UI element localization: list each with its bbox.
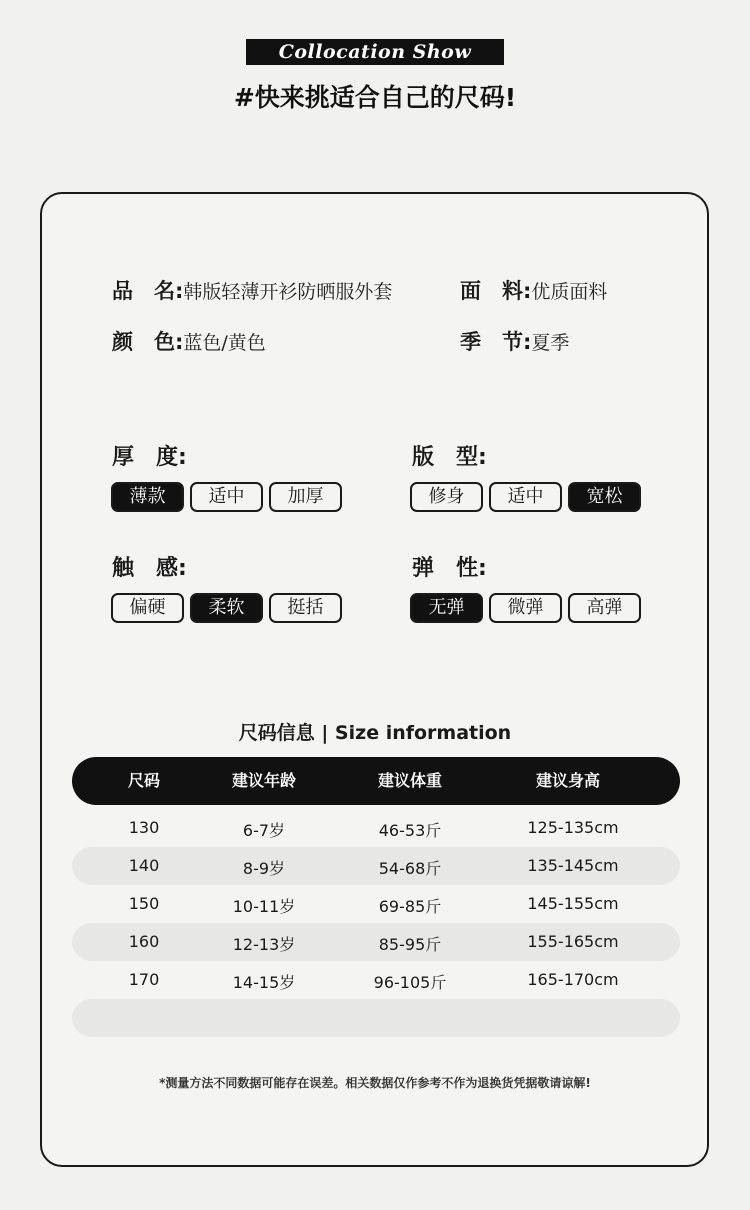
colon: : xyxy=(523,330,532,354)
header-age: 建议年龄 xyxy=(231,771,296,790)
table-row-stripe xyxy=(72,999,680,1037)
table-cell: 160 xyxy=(128,932,160,951)
table-cell: 46-53斤 xyxy=(378,821,442,840)
fit-option: 宽松 xyxy=(568,482,641,512)
size-table-title: 尺码信息 | Size information xyxy=(238,722,512,744)
thickness-options xyxy=(111,482,342,512)
colon: : xyxy=(175,279,184,303)
table-cell: 8-9岁 xyxy=(242,859,286,878)
table-cell: 125-135cm xyxy=(527,818,619,837)
color-value: 蓝色/黄色 xyxy=(183,332,266,354)
thickness-title: 厚 度: xyxy=(112,445,187,470)
table-cell: 96-105斤 xyxy=(373,973,447,992)
elasticity-option: 无弹 xyxy=(410,593,483,623)
table-cell: 69-85斤 xyxy=(378,897,442,916)
table-cell: 155-165cm xyxy=(527,932,619,951)
size-table-header xyxy=(72,757,680,805)
fit-title: 版 型: xyxy=(412,445,487,470)
touch-option: 偏硬 xyxy=(111,593,184,623)
header-weight: 建议体重 xyxy=(377,771,442,790)
table-cell: 10-11岁 xyxy=(232,897,296,916)
elasticity-option: 微弹 xyxy=(489,593,562,623)
season-row xyxy=(460,326,569,356)
touch-title: 触 感: xyxy=(112,556,187,581)
touch-options xyxy=(111,593,342,623)
elasticity-options xyxy=(410,593,641,623)
colon: : xyxy=(175,330,184,354)
thickness-option: 薄款 xyxy=(111,482,184,512)
table-cell: 140 xyxy=(128,856,160,875)
header-size: 尺码 xyxy=(127,771,160,790)
fabric-value: 优质面料 xyxy=(531,281,608,303)
fabric-label: 面 料 xyxy=(460,279,523,303)
touch-option: 挺括 xyxy=(269,593,342,623)
table-cell: 130 xyxy=(128,818,160,837)
table-cell: 150 xyxy=(128,894,160,913)
season-value: 夏季 xyxy=(531,332,570,354)
table-cell: 54-68斤 xyxy=(378,859,442,878)
header-height: 建议身高 xyxy=(535,771,600,790)
product-name-label: 品 名 xyxy=(112,279,175,303)
table-cell: 170 xyxy=(128,970,160,989)
collocation-show-banner: Collocation Show xyxy=(246,39,504,65)
table-cell: 12-13岁 xyxy=(232,935,296,954)
thickness-option: 适中 xyxy=(190,482,263,512)
measurement-note: *测量方法不同数据可能存在误差。相关数据仅作参考不作为退换货凭据敬请谅解! xyxy=(159,1076,591,1090)
colon: : xyxy=(523,279,532,303)
elasticity-option: 高弹 xyxy=(568,593,641,623)
touch-option: 柔软 xyxy=(190,593,263,623)
fit-option: 修身 xyxy=(410,482,483,512)
product-name-row xyxy=(112,275,392,305)
elasticity-title: 弹 性: xyxy=(412,556,487,581)
fit-option: 适中 xyxy=(489,482,562,512)
thickness-option: 加厚 xyxy=(269,482,342,512)
product-name-value: 韩版轻薄开衫防晒服外套 xyxy=(183,281,393,303)
color-label: 颜 色 xyxy=(112,330,175,354)
table-cell: 145-155cm xyxy=(527,894,619,913)
fabric-row xyxy=(460,275,607,305)
table-cell: 85-95斤 xyxy=(378,935,442,954)
table-cell: 14-15岁 xyxy=(232,973,296,992)
color-row xyxy=(112,326,266,356)
table-cell: 6-7岁 xyxy=(242,821,286,840)
table-cell: 165-170cm xyxy=(527,970,619,989)
season-label: 季 节 xyxy=(460,330,523,354)
fit-options xyxy=(410,482,641,512)
page-headline: #快来挑适合自己的尺码! xyxy=(233,83,517,112)
table-cell: 135-145cm xyxy=(527,856,619,875)
